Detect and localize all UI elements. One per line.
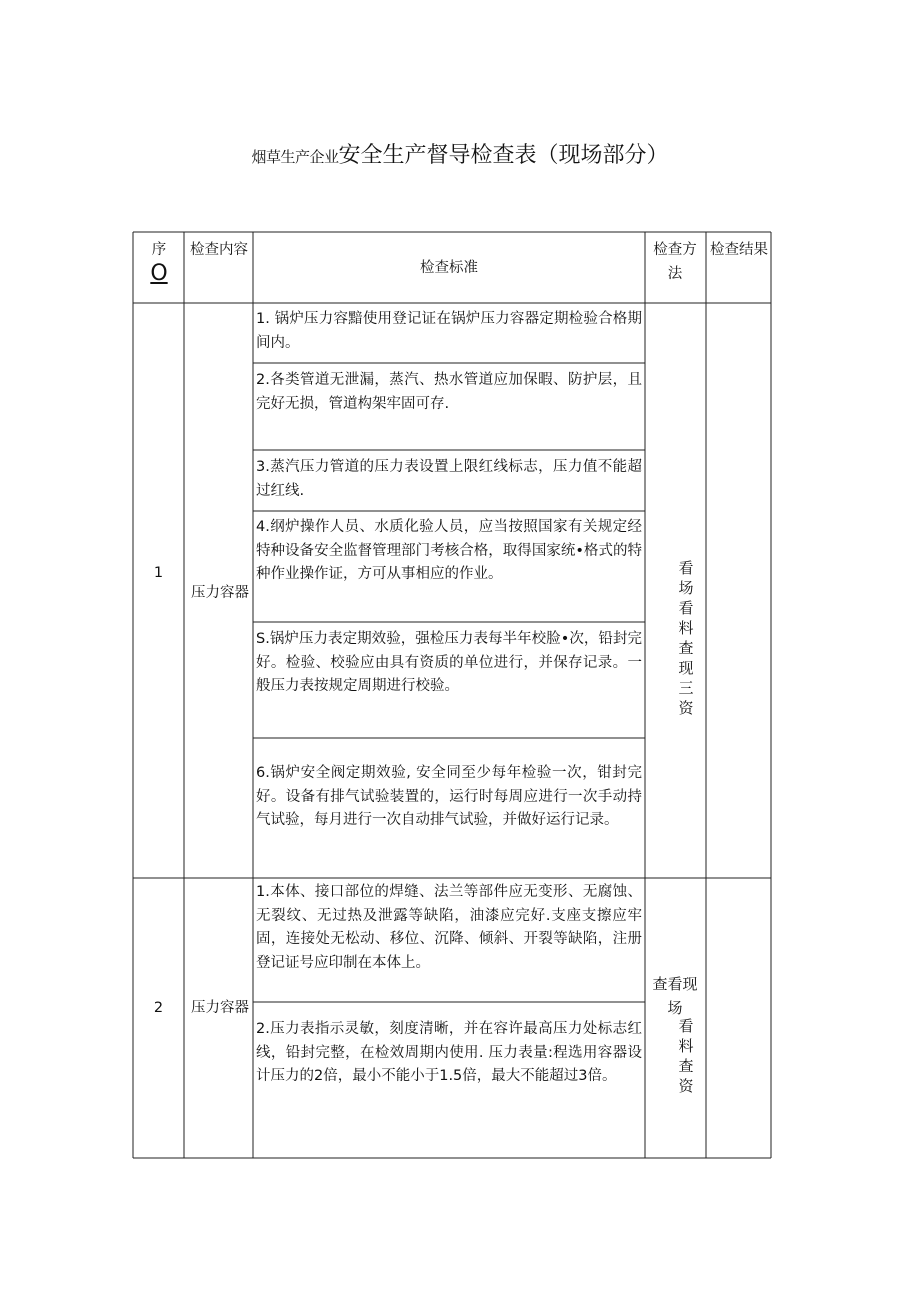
title-prefix: 烟草生产企业 xyxy=(251,148,339,166)
row2-content: 压力容器 xyxy=(191,1000,249,1016)
header-result: 检查结果 xyxy=(710,242,768,258)
header-content: 检查内容 xyxy=(190,242,248,258)
header-seq-label: 序 xyxy=(151,242,167,258)
header-seq xyxy=(146,238,172,286)
title-main: 安全生产督导检查表（现场部分） xyxy=(338,143,669,168)
row1-standard-2: 2.各类管道无泄漏，蒸汽、热水管道应加保暇、防护层，且完好无损，管道构架牢固可存. xyxy=(256,372,642,412)
row2-method-a: 查看现场 xyxy=(652,975,698,1017)
row1-content: 压力容器 xyxy=(191,585,249,601)
row1-seq: 1 xyxy=(153,565,164,581)
header-method: 检查方法 xyxy=(653,242,697,282)
row1-standard-5: S.锅炉压力表定期效验，强检压力表每半年校脸•次，铅封完好。检验、校验应由具有资质的单位进行，并保存记录。一般压力表按规定周期进行校验。 xyxy=(256,631,642,694)
row2-standard-2: 2.压力表指示灵敏，刻度清晰，并在容许最高压力处标志红线，铅封完整，在检效周期内使用. 压力表量:程选用容器设计压力的2倍，最小不能小于1.5倍，最大不能超过3倍。 xyxy=(256,1021,642,1084)
row1-method-a: 看场 xyxy=(678,559,694,597)
row1-method-b: 看料查现三资 xyxy=(678,599,694,717)
header-standard: 检查标准 xyxy=(420,260,478,276)
row1-standard-4: 4.纲炉操作人员、水质化验人员，应当按照国家有关规定经特种设备安全监督管理部门考核合格，取得国家统•格式的特种作业操作证，方可从事相应的作业。 xyxy=(256,519,642,582)
row1-standard-1: 1. 锅炉压力容黯使用登记证在锅炉压力容器定期检验合格期间内。 xyxy=(256,311,642,351)
row1-standard-3: 3.蒸汽压力管道的压力表设置上限红线标志，压力值不能超过红线. xyxy=(256,459,642,499)
row2-method-b: 看料查资 xyxy=(678,1017,694,1095)
row2-seq: 2 xyxy=(153,1000,164,1016)
row2-standard-1: 1.本体、接口部位的焊缝、法兰等部件应无变形、无腐蚀、无裂纹、无过热及泄露等缺陷，油漆应完好.支座支擦应牢固，连接处无松动、移位、沉降、倾斜、开裂等缺陷，注册登记证号应印制在本体上。 xyxy=(256,884,642,971)
row1-standard-6: 6.锅炉安全阀定期效验, 安全同至少每年检验一次，钳封完好。设备有排气试验装置的，运行时每周应进行一次手动持气试验，每月进行一次自动排气试验，并做好运行记录。 xyxy=(256,765,642,828)
header-seq-mark: O xyxy=(150,261,168,286)
document-title xyxy=(0,138,920,169)
